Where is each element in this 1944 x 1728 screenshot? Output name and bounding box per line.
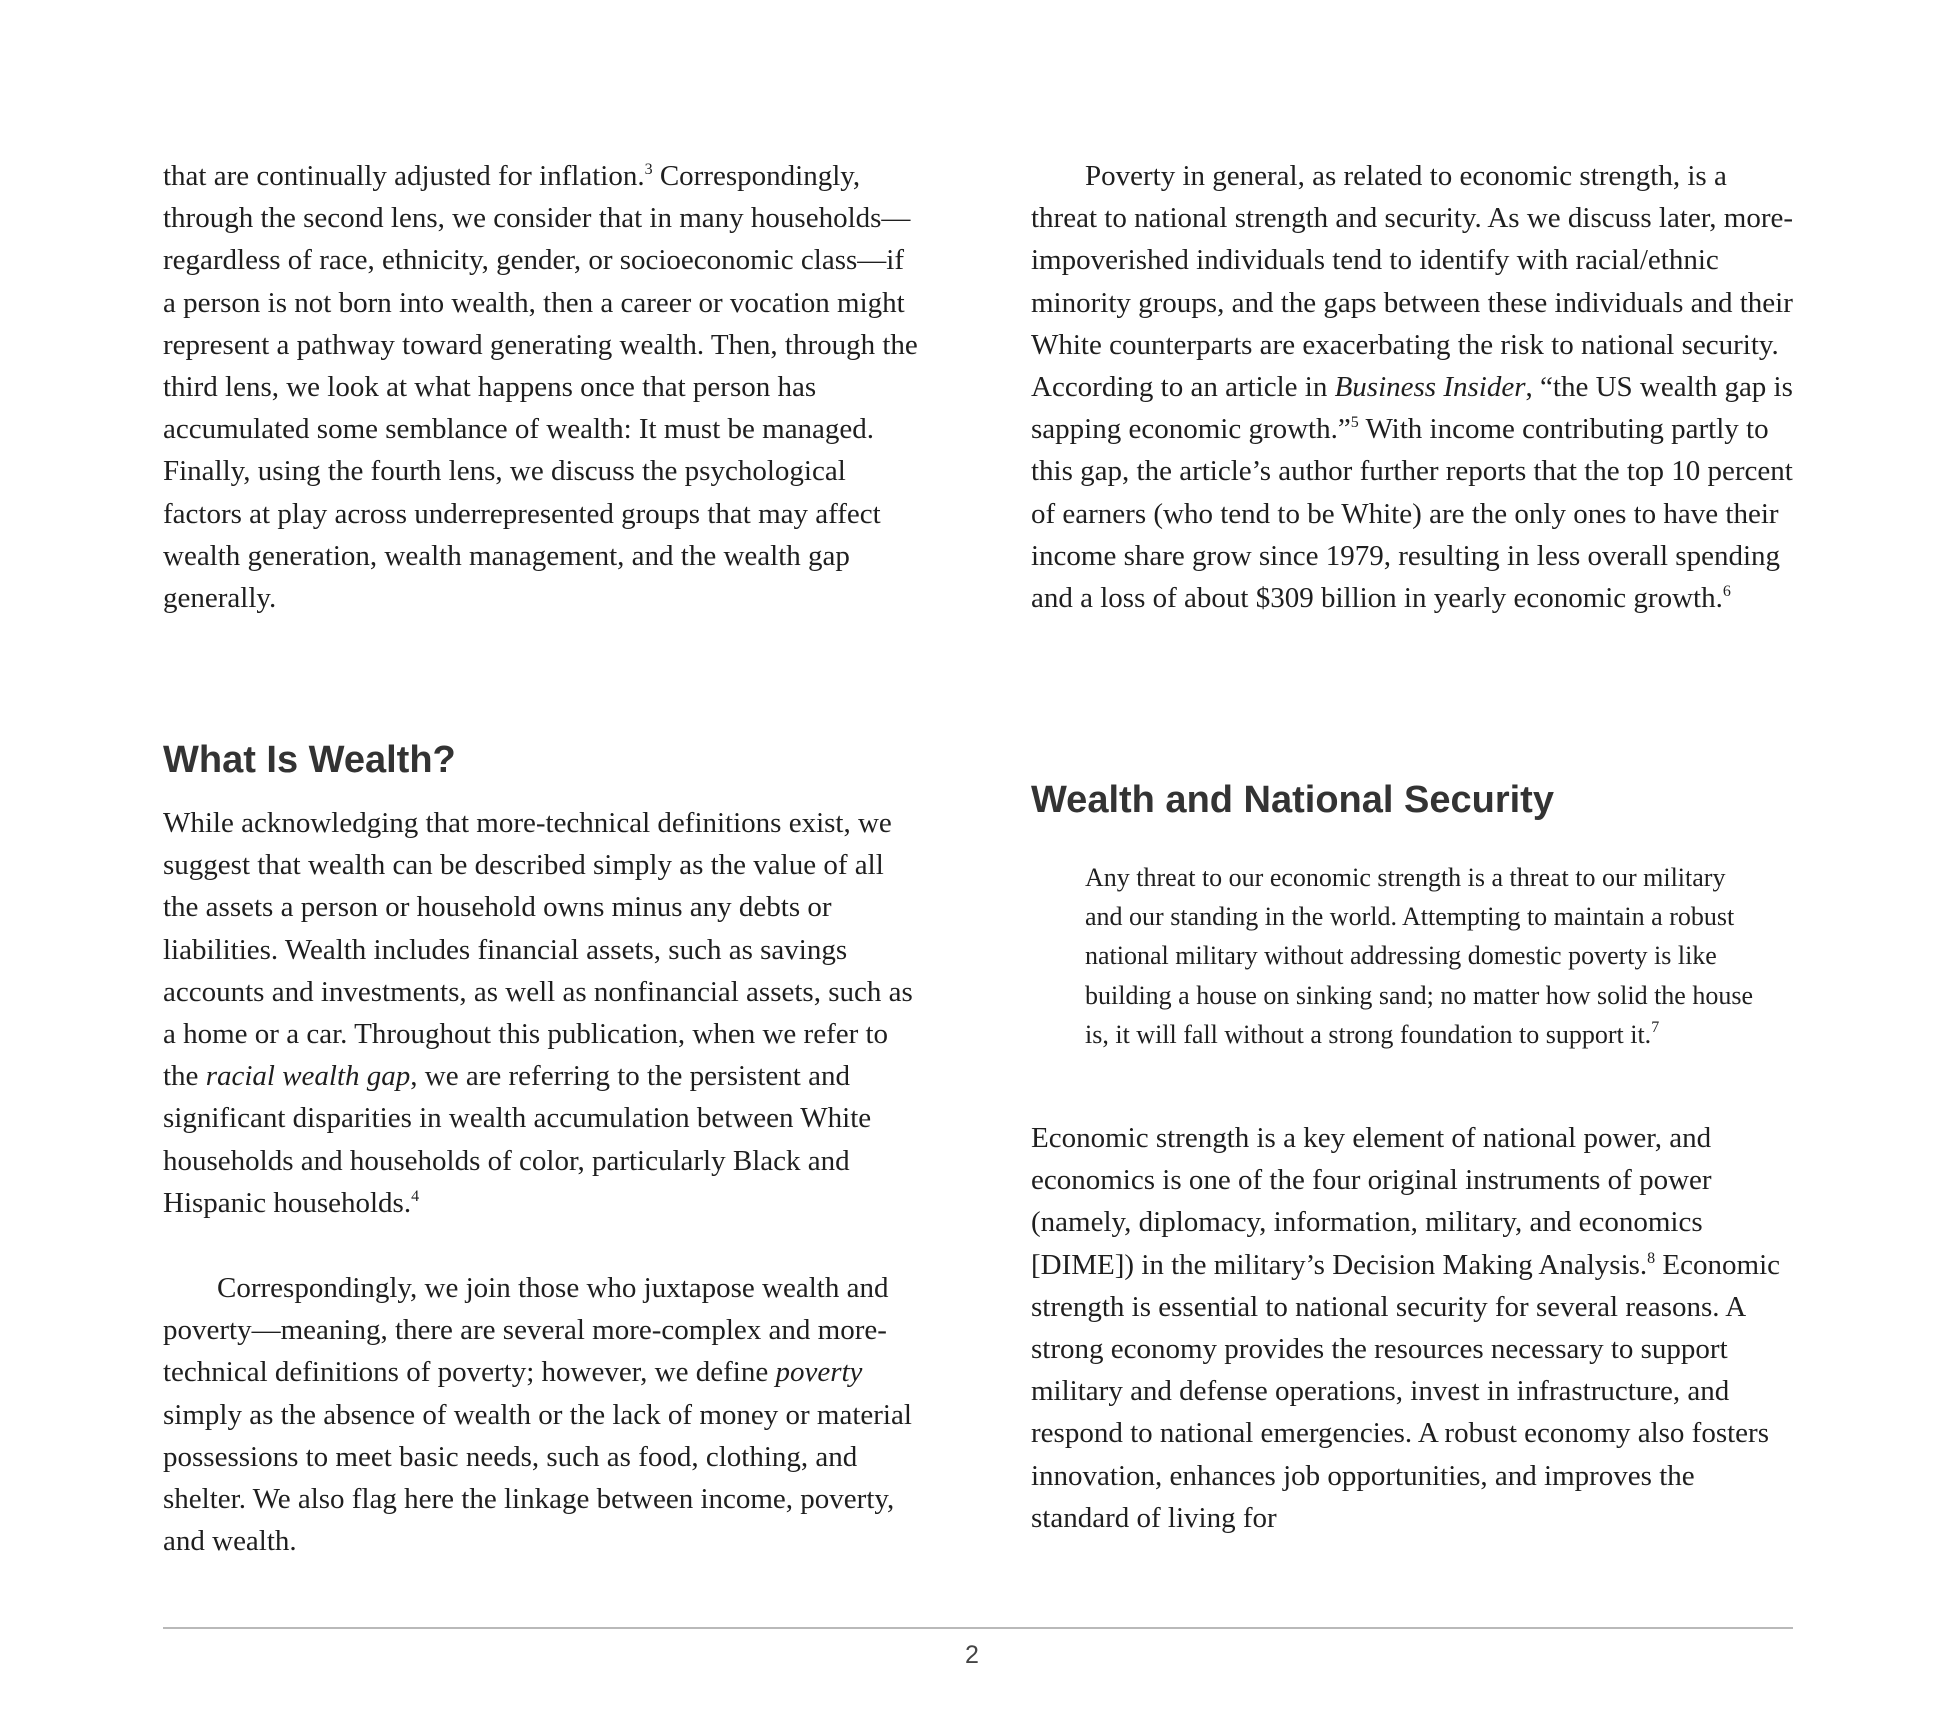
paragraph-text: , “the US wealth gap is sapping economic growth.” (1031, 371, 1793, 446)
paragraph-text: With income contributing partly to this gap, the article’s author further reports that the top 10 percent of earners (who tend to be White) are the only ones to have their income share grow since 1979, resulting in less overall spending and a loss of about $309 billion in yearly economic growth. (1031, 413, 1793, 615)
quote-text: Any threat to our economic strength is a threat to our military and our standing in the world. Attempting to maintain a robust national military without addressing domestic poverty is like building a house on sinking sand; no matter how solid the house is, it will fall without a strong foundation to support it. (1085, 863, 1753, 1049)
paragraph-text: Poverty in general, as related to economic strength, is a threat to national strength and security. As we discuss later, more-impoverished individuals tend to identify with racial/ethnic minority groups, and the gaps between these individuals and their White counterparts are exacerbating the risk to national security. According to an article in (1031, 160, 1794, 404)
footnote-ref[interactable]: 8 (1647, 1249, 1656, 1267)
paragraph-text: , we are referring to the persistent and significant disparities in wealth accumulation between White households and households of color, particularly Black and Hispanic households. (163, 1060, 872, 1219)
body-paragraph (1031, 1117, 1796, 1539)
emphasis-term: racial wealth gap (205, 1060, 411, 1093)
block-quote (1085, 858, 1765, 1054)
footnote-ref[interactable]: 5 (1350, 414, 1359, 432)
section-heading-wealth-and-national-security: Wealth and National Security (1031, 779, 1554, 821)
emphasis-term: poverty (775, 1356, 863, 1389)
body-paragraph (163, 1267, 923, 1562)
paragraph-text: Correspondingly, through the second lens, we consider that in many households—regardless of race, ethnicity, gender, or socioeconomic class—if a person is not born into wealth, then a career or vocation might represent a pathway toward generating wealth. Then, through the third lens, we look at what happens once that person has accumulated some semblance of wealth: It must be managed. Finally, using the fourth lens, we discuss the psychological factors at play across underrepresented groups that may affect wealth generation, wealth management, and the wealth gap generally. (163, 160, 918, 615)
paragraph-text: While acknowledging that more-technical definitions exist, we suggest that wealth can be described simply as the value of all the assets a person or household owns minus any debts or liabilities. Wealth includes financial assets, such as savings accounts and investments, as well as nonfinancial assets, such as a home or a car. Throughout this publication, when we refer to the (163, 807, 913, 1093)
body-paragraph (1031, 155, 1796, 619)
quote-paragraph (1085, 858, 1765, 1054)
footer-divider (163, 1627, 1793, 1629)
emphasis-term: Business Insider (1334, 371, 1526, 404)
page-number: 2 (965, 1641, 979, 1669)
paragraph-text: Economic strength is essential to national security for several reasons. A strong economy provides the resources necessary to support military and defense operations, invest in infrastructure, and respond to national emergencies. A robust economy also fosters innovation, enhances job opportunities, and improves the standard of living for (1031, 1248, 1780, 1534)
paragraph-text: that are continually adjusted for inflation. (163, 160, 645, 192)
body-paragraph (163, 155, 923, 619)
paragraph-text: Economic strength is a key element of national power, and economics is one of the four original instruments of power (namely, diplomacy, information, military, and economics [DIME]) in the military’s Decision Making Analysis. (1031, 1122, 1712, 1281)
paragraph-text: simply as the absence of wealth or the lack of money or material possessions to meet basic needs, such as food, clothing, and shelter. We also flag here the linkage between income, poverty, and wealth. (163, 1398, 912, 1558)
footnote-ref[interactable]: 7 (1651, 1018, 1660, 1036)
footnote-ref[interactable]: 6 (1722, 583, 1731, 601)
footnote-ref[interactable]: 3 (644, 161, 653, 178)
footnote-ref[interactable]: 4 (411, 1187, 420, 1205)
section-heading-what-is-wealth: What Is Wealth? (163, 739, 456, 781)
body-paragraph (163, 802, 923, 1224)
paragraph-text: Correspondingly, we join those who juxtapose wealth and poverty—meaning, there are several more-complex and more-technical definitions of poverty; however, we define (163, 1272, 889, 1389)
